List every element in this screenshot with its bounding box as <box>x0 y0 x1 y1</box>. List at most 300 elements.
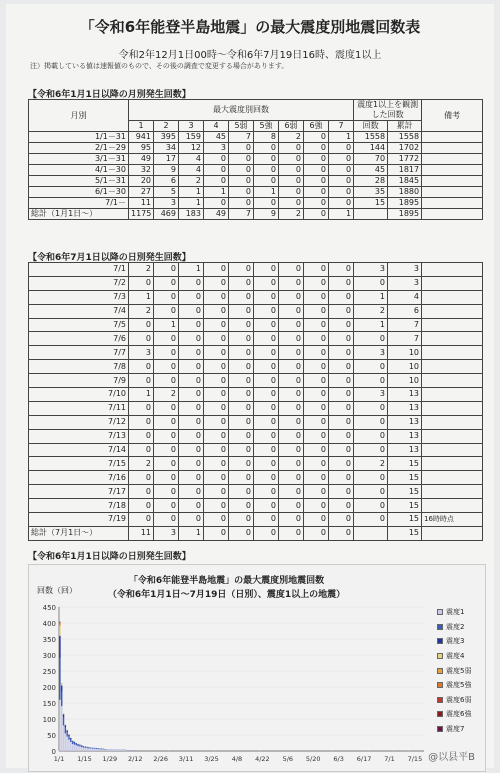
intensity-count-cell: 0 <box>304 187 329 198</box>
intensity-count-cell: 0 <box>154 443 179 457</box>
bar-segment <box>77 745 78 747</box>
intensity-count-cell: 0 <box>329 388 354 402</box>
bar-segment <box>66 730 67 732</box>
intensity-header: 6弱 <box>279 121 304 132</box>
intensity-count-cell: 0 <box>304 346 329 360</box>
y-tick-label: 50 <box>47 732 56 740</box>
bar-segment <box>72 742 73 744</box>
note-cell <box>422 471 483 485</box>
note-cell <box>422 374 483 388</box>
intensity-count-cell: 0 <box>229 290 254 304</box>
intensity-count-cell: 0 <box>229 143 254 154</box>
intensity-count-cell: 3 <box>154 526 179 540</box>
note-cell <box>422 154 483 165</box>
bar-segment <box>97 748 98 749</box>
intensity-count-cell: 0 <box>229 176 254 187</box>
bar-segment <box>393 750 394 751</box>
intensity-count-cell: 0 <box>204 471 229 485</box>
intensity-count-cell: 49 <box>129 154 154 165</box>
bar-segment <box>61 706 62 751</box>
intensity-count-cell: 1 <box>179 198 204 209</box>
note-cell <box>422 304 483 318</box>
x-tick-label: 3/11 <box>179 755 194 763</box>
legend-item <box>437 663 471 678</box>
observed-count-cell: 1 <box>354 318 388 332</box>
intensity-count-cell: 0 <box>304 143 329 154</box>
row-label: 総計（1月1日～） <box>29 209 129 220</box>
intensity-count-cell: 0 <box>204 165 229 176</box>
intensity-count-cell: 0 <box>129 499 154 513</box>
bar-segment <box>65 724 66 725</box>
intensity-count-cell: 159 <box>179 132 204 143</box>
intensity-count-cell: 0 <box>204 374 229 388</box>
observed-count-cell: 2 <box>354 304 388 318</box>
row-label: 7/4 <box>29 304 129 318</box>
note-cell <box>422 198 483 209</box>
daily-row <box>29 401 483 415</box>
intensity-count-cell: 0 <box>204 499 229 513</box>
intensity-count-cell: 0 <box>304 471 329 485</box>
row-label: 7/1－ <box>29 198 129 209</box>
observed-count-cell: 3 <box>354 263 388 277</box>
cumulative-cell: 13 <box>388 443 422 457</box>
cumulative-cell: 4 <box>388 290 422 304</box>
intensity-count-cell: 0 <box>254 304 279 318</box>
intensity-count-cell: 0 <box>279 318 304 332</box>
intensity-count-cell: 0 <box>279 332 304 346</box>
intensity-count-cell: 3 <box>129 346 154 360</box>
monthly-total-row <box>29 209 483 220</box>
intensity-count-cell: 0 <box>254 485 279 499</box>
row-label: 7/10 <box>29 388 129 402</box>
note-cell <box>422 176 483 187</box>
intensity-count-cell: 0 <box>279 276 304 290</box>
intensity-count-cell: 0 <box>279 304 304 318</box>
intensity-count-cell: 0 <box>254 457 279 471</box>
bar-segment <box>168 750 169 751</box>
intensity-count-cell: 1 <box>204 187 229 198</box>
legend-item <box>437 649 471 664</box>
intensity-count-cell: 0 <box>179 401 204 415</box>
daily-row <box>29 388 483 402</box>
bar-segment <box>85 747 86 748</box>
monthly-row <box>29 143 483 154</box>
note-cell <box>422 290 483 304</box>
chart-heading: 【令和6年1月1日以降の日別発生回数】 <box>28 549 191 562</box>
bar-segment <box>96 748 97 749</box>
cumulative-cell: 6 <box>388 304 422 318</box>
bar-segment <box>121 750 122 751</box>
intensity-count-cell: 0 <box>279 471 304 485</box>
intensity-count-cell: 0 <box>254 429 279 443</box>
intensity-count-cell: 3 <box>154 198 179 209</box>
legend-swatch <box>437 624 443 630</box>
intensity-count-cell: 0 <box>279 154 304 165</box>
intensity-count-cell: 0 <box>204 304 229 318</box>
intensity-count-cell: 0 <box>129 332 154 346</box>
intensity-count-cell: 0 <box>254 499 279 513</box>
intensity-count-cell: 0 <box>129 318 154 332</box>
bar-segment <box>88 748 89 751</box>
intensity-count-cell: 0 <box>179 360 204 374</box>
intensity-count-cell: 0 <box>129 485 154 499</box>
x-tick-label: 6/17 <box>357 755 372 763</box>
row-label: 7/12 <box>29 415 129 429</box>
intensity-count-cell: 1 <box>129 290 154 304</box>
x-tick-label: 7/1 <box>384 755 394 763</box>
intensity-count-cell: 0 <box>129 415 154 429</box>
bar-segment <box>368 750 369 751</box>
intensity-count-cell: 0 <box>154 401 179 415</box>
cumulative-cell: 1895 <box>388 198 422 209</box>
intensity-count-cell: 4 <box>179 165 204 176</box>
daily-row <box>29 360 483 374</box>
intensity-count-cell: 0 <box>329 318 354 332</box>
intensity-count-cell: 2 <box>129 457 154 471</box>
note-cell <box>422 263 483 277</box>
row-label: 7/1 <box>29 263 129 277</box>
intensity-count-cell: 0 <box>204 443 229 457</box>
intensity-count-cell: 1175 <box>129 209 154 220</box>
intensity-count-cell: 0 <box>179 332 204 346</box>
intensity-count-cell: 0 <box>179 290 204 304</box>
cumulative-cell: 1817 <box>388 165 422 176</box>
intensity-count-cell: 0 <box>304 401 329 415</box>
intensity-count-cell: 0 <box>304 198 329 209</box>
note-cell <box>422 415 483 429</box>
intensity-count-cell: 0 <box>154 276 179 290</box>
bar-segment <box>72 744 73 751</box>
intensity-count-cell: 0 <box>229 276 254 290</box>
cumulative-cell: 1702 <box>388 143 422 154</box>
intensity-count-cell: 0 <box>229 443 254 457</box>
row-label: 3/1－31 <box>29 154 129 165</box>
bar-segment <box>76 743 77 744</box>
bar-segment <box>79 745 80 746</box>
cumulative-cell: 13 <box>388 415 422 429</box>
legend-item <box>437 620 471 635</box>
legend-swatch <box>437 682 443 688</box>
intensity-count-cell: 0 <box>254 360 279 374</box>
intensity-count-cell: 7 <box>229 209 254 220</box>
intensity-count-cell: 0 <box>179 374 204 388</box>
y-tick-label: 350 <box>43 636 56 644</box>
row-label: 7/9 <box>29 374 129 388</box>
intensity-count-cell: 0 <box>254 154 279 165</box>
row-label: 7/15 <box>29 457 129 471</box>
daily-table <box>28 262 483 541</box>
y-tick-label: 150 <box>43 700 56 708</box>
row-label: 7/18 <box>29 499 129 513</box>
daily-row <box>29 346 483 360</box>
intensity-count-cell: 0 <box>229 471 254 485</box>
intensity-count-cell: 34 <box>154 143 179 154</box>
bar-segment <box>114 750 115 751</box>
bar-segment <box>123 750 124 751</box>
intensity-count-cell: 11 <box>129 526 154 540</box>
intensity-count-cell: 0 <box>129 443 154 457</box>
bar-segment <box>77 746 78 751</box>
intensity-count-cell: 395 <box>154 132 179 143</box>
bar-segment <box>108 750 109 751</box>
note-cell <box>422 143 483 154</box>
legend-swatch <box>437 609 443 615</box>
intensity-count-cell: 0 <box>279 526 304 540</box>
intensity-count-cell: 0 <box>229 346 254 360</box>
intensity-count-cell: 0 <box>329 143 354 154</box>
intensity-count-cell: 0 <box>304 263 329 277</box>
intensity-count-cell: 0 <box>329 429 354 443</box>
intensity-count-cell: 0 <box>204 513 229 527</box>
intensity-count-cell: 0 <box>329 154 354 165</box>
legend-label: 震度5強 <box>446 680 471 690</box>
observed-count-cell: 2 <box>354 457 388 471</box>
intensity-count-cell: 0 <box>204 318 229 332</box>
row-label: 7/3 <box>29 290 129 304</box>
bar-segment <box>101 749 102 750</box>
intensity-count-cell: 0 <box>204 332 229 346</box>
intensity-count-cell: 0 <box>179 388 204 402</box>
intensity-count-cell: 0 <box>254 290 279 304</box>
x-tick-label: 3/25 <box>204 755 219 763</box>
observed-count-cell: 0 <box>354 429 388 443</box>
monthly-row <box>29 154 483 165</box>
watermark-text: @以县平B <box>428 748 475 763</box>
intensity-count-cell: 0 <box>154 290 179 304</box>
intensity-count-cell: 0 <box>229 198 254 209</box>
intensity-count-cell: 0 <box>304 154 329 165</box>
bar-segment <box>74 743 75 745</box>
row-label: 7/14 <box>29 443 129 457</box>
intensity-count-cell: 0 <box>329 415 354 429</box>
monthly-table <box>28 99 483 220</box>
bar-segment <box>128 750 129 751</box>
bar-segment <box>117 750 118 751</box>
bar-segment <box>86 748 87 751</box>
row-label: 7/11 <box>29 401 129 415</box>
intensity-count-cell: 0 <box>254 176 279 187</box>
intensity-count-cell: 0 <box>179 513 204 527</box>
disclaimer-note: 注）掲載している値は速報値のもので、その後の調査で変更する場合があります。 <box>30 61 288 71</box>
cumulative-cell: 1880 <box>388 187 422 198</box>
y-tick-label: 200 <box>43 684 56 692</box>
intensity-count-cell: 0 <box>229 263 254 277</box>
intensity-count-cell: 0 <box>304 360 329 374</box>
row-label: 7/6 <box>29 332 129 346</box>
note-cell <box>422 401 483 415</box>
bar-segment <box>66 730 67 731</box>
observed-count-cell: 0 <box>354 360 388 374</box>
row-label: 7/17 <box>29 485 129 499</box>
col-note-header: 備考 <box>422 100 483 132</box>
note-cell <box>422 360 483 374</box>
note-cell <box>422 276 483 290</box>
bar-segment <box>59 700 60 751</box>
observed-count-cell: 3 <box>354 346 388 360</box>
bar-segment <box>59 625 60 627</box>
intensity-count-cell: 0 <box>229 415 254 429</box>
intensity-count-cell: 0 <box>304 290 329 304</box>
intensity-count-cell: 0 <box>179 318 204 332</box>
intensity-count-cell: 0 <box>329 485 354 499</box>
intensity-count-cell: 0 <box>329 526 354 540</box>
x-tick-label: 5/20 <box>306 755 321 763</box>
bar-segment <box>92 748 93 749</box>
daily-row <box>29 415 483 429</box>
cumulative-cell: 10 <box>388 346 422 360</box>
intensity-count-cell: 0 <box>129 401 154 415</box>
bar-segment <box>66 732 67 736</box>
intensity-count-cell: 0 <box>229 332 254 346</box>
observed-count-cell <box>354 209 388 220</box>
intensity-count-cell: 11 <box>129 198 154 209</box>
monthly-heading: 【令和6年1月1日以降の月別発生回数】 <box>28 87 191 100</box>
daily-row <box>29 290 483 304</box>
intensity-count-cell: 0 <box>229 485 254 499</box>
observed-count-cell: 1558 <box>354 132 388 143</box>
intensity-count-cell: 469 <box>154 209 179 220</box>
bar-segment <box>76 745 77 751</box>
row-label: 7/13 <box>29 429 129 443</box>
intensity-count-cell: 0 <box>329 443 354 457</box>
intensity-count-cell: 0 <box>179 457 204 471</box>
note-cell <box>422 499 483 513</box>
intensity-count-cell: 0 <box>304 513 329 527</box>
intensity-header: 6強 <box>304 121 329 132</box>
intensity-count-cell: 0 <box>154 374 179 388</box>
daily-row <box>29 304 483 318</box>
intensity-count-cell: 2 <box>179 176 204 187</box>
legend-item <box>437 678 471 693</box>
daily-row <box>29 263 483 277</box>
intensity-count-cell: 5 <box>154 187 179 198</box>
intensity-count-cell: 0 <box>204 415 229 429</box>
monthly-row <box>29 176 483 187</box>
col-max-intensity-header: 最大震度別回数 <box>129 100 354 121</box>
y-tick-label: 450 <box>43 604 56 612</box>
intensity-count-cell: 95 <box>129 143 154 154</box>
intensity-count-cell: 0 <box>204 276 229 290</box>
legend-item <box>437 634 471 649</box>
observed-count-cell: 144 <box>354 143 388 154</box>
daily-total-row <box>29 526 483 540</box>
bar-segment <box>61 692 62 706</box>
bar-segment <box>59 623 60 625</box>
bar-segment <box>65 725 66 728</box>
bar-segment <box>63 714 64 717</box>
intensity-count-cell: 0 <box>279 198 304 209</box>
note-cell <box>422 209 483 220</box>
daily-row <box>29 499 483 513</box>
note-cell <box>422 187 483 198</box>
row-label: 7/5 <box>29 318 129 332</box>
intensity-count-cell: 0 <box>279 360 304 374</box>
intensity-count-cell: 8 <box>254 132 279 143</box>
intensity-count-cell: 0 <box>279 513 304 527</box>
intensity-count-cell: 0 <box>329 165 354 176</box>
observed-count-cell: 0 <box>354 415 388 429</box>
cumulative-cell: 15 <box>388 471 422 485</box>
bar-segment <box>68 735 69 737</box>
intensity-count-cell: 1 <box>179 263 204 277</box>
intensity-count-cell: 0 <box>254 443 279 457</box>
intensity-count-cell: 0 <box>254 526 279 540</box>
bar-segment <box>74 745 75 751</box>
bar-segment <box>63 713 64 714</box>
intensity-count-cell: 1 <box>329 209 354 220</box>
bar-segment <box>70 742 71 751</box>
row-label: 7/8 <box>29 360 129 374</box>
intensity-count-cell: 0 <box>329 513 354 527</box>
intensity-count-cell: 2 <box>279 132 304 143</box>
bar-segment <box>81 747 82 751</box>
intensity-count-cell: 0 <box>154 304 179 318</box>
cumulative-cell: 7 <box>388 318 422 332</box>
col-month-header: 月別 <box>29 100 129 132</box>
intensity-count-cell: 0 <box>154 513 179 527</box>
chart-legend <box>437 605 471 736</box>
intensity-count-cell: 0 <box>329 346 354 360</box>
daily-row <box>29 513 483 527</box>
intensity-count-cell: 0 <box>304 304 329 318</box>
cumulative-cell: 13 <box>388 401 422 415</box>
intensity-count-cell: 2 <box>129 304 154 318</box>
intensity-count-cell: 0 <box>229 401 254 415</box>
intensity-count-cell: 0 <box>279 415 304 429</box>
row-label: 7/19 <box>29 513 129 527</box>
intensity-chart <box>28 564 486 772</box>
observed-count-cell: 45 <box>354 165 388 176</box>
legend-item <box>437 605 471 620</box>
bar-segment <box>94 748 95 749</box>
intensity-count-cell: 0 <box>279 499 304 513</box>
daily-row <box>29 429 483 443</box>
intensity-count-cell: 2 <box>154 388 179 402</box>
y-tick-label: 250 <box>43 668 56 676</box>
intensity-count-cell: 0 <box>304 526 329 540</box>
bar-segment <box>119 750 120 751</box>
intensity-count-cell: 0 <box>154 346 179 360</box>
intensity-count-cell: 0 <box>229 499 254 513</box>
intensity-count-cell: 0 <box>329 187 354 198</box>
intensity-count-cell: 0 <box>204 346 229 360</box>
cumulative-cell: 1558 <box>388 132 422 143</box>
intensity-count-cell: 1 <box>179 187 204 198</box>
intensity-count-cell: 0 <box>254 388 279 402</box>
intensity-count-cell: 0 <box>329 176 354 187</box>
chart-y-label: 回数（回） <box>37 585 77 596</box>
note-cell <box>422 332 483 346</box>
intensity-count-cell: 0 <box>154 499 179 513</box>
daily-row <box>29 276 483 290</box>
intensity-count-cell: 0 <box>279 176 304 187</box>
monthly-row <box>29 132 483 143</box>
intensity-header: 3 <box>179 121 204 132</box>
intensity-count-cell: 0 <box>254 332 279 346</box>
intensity-count-cell: 0 <box>229 165 254 176</box>
x-tick-label: 5/6 <box>283 755 293 763</box>
intensity-count-cell: 0 <box>279 429 304 443</box>
intensity-count-cell: 0 <box>154 471 179 485</box>
legend-label: 震度1 <box>446 607 464 617</box>
bar-segment <box>106 750 107 751</box>
bar-segment <box>66 737 67 751</box>
bar-segment <box>88 747 89 748</box>
legend-label: 震度3 <box>446 636 464 646</box>
intensity-count-cell: 0 <box>179 346 204 360</box>
row-label: 6/1－30 <box>29 187 129 198</box>
bar-segment <box>65 733 66 751</box>
